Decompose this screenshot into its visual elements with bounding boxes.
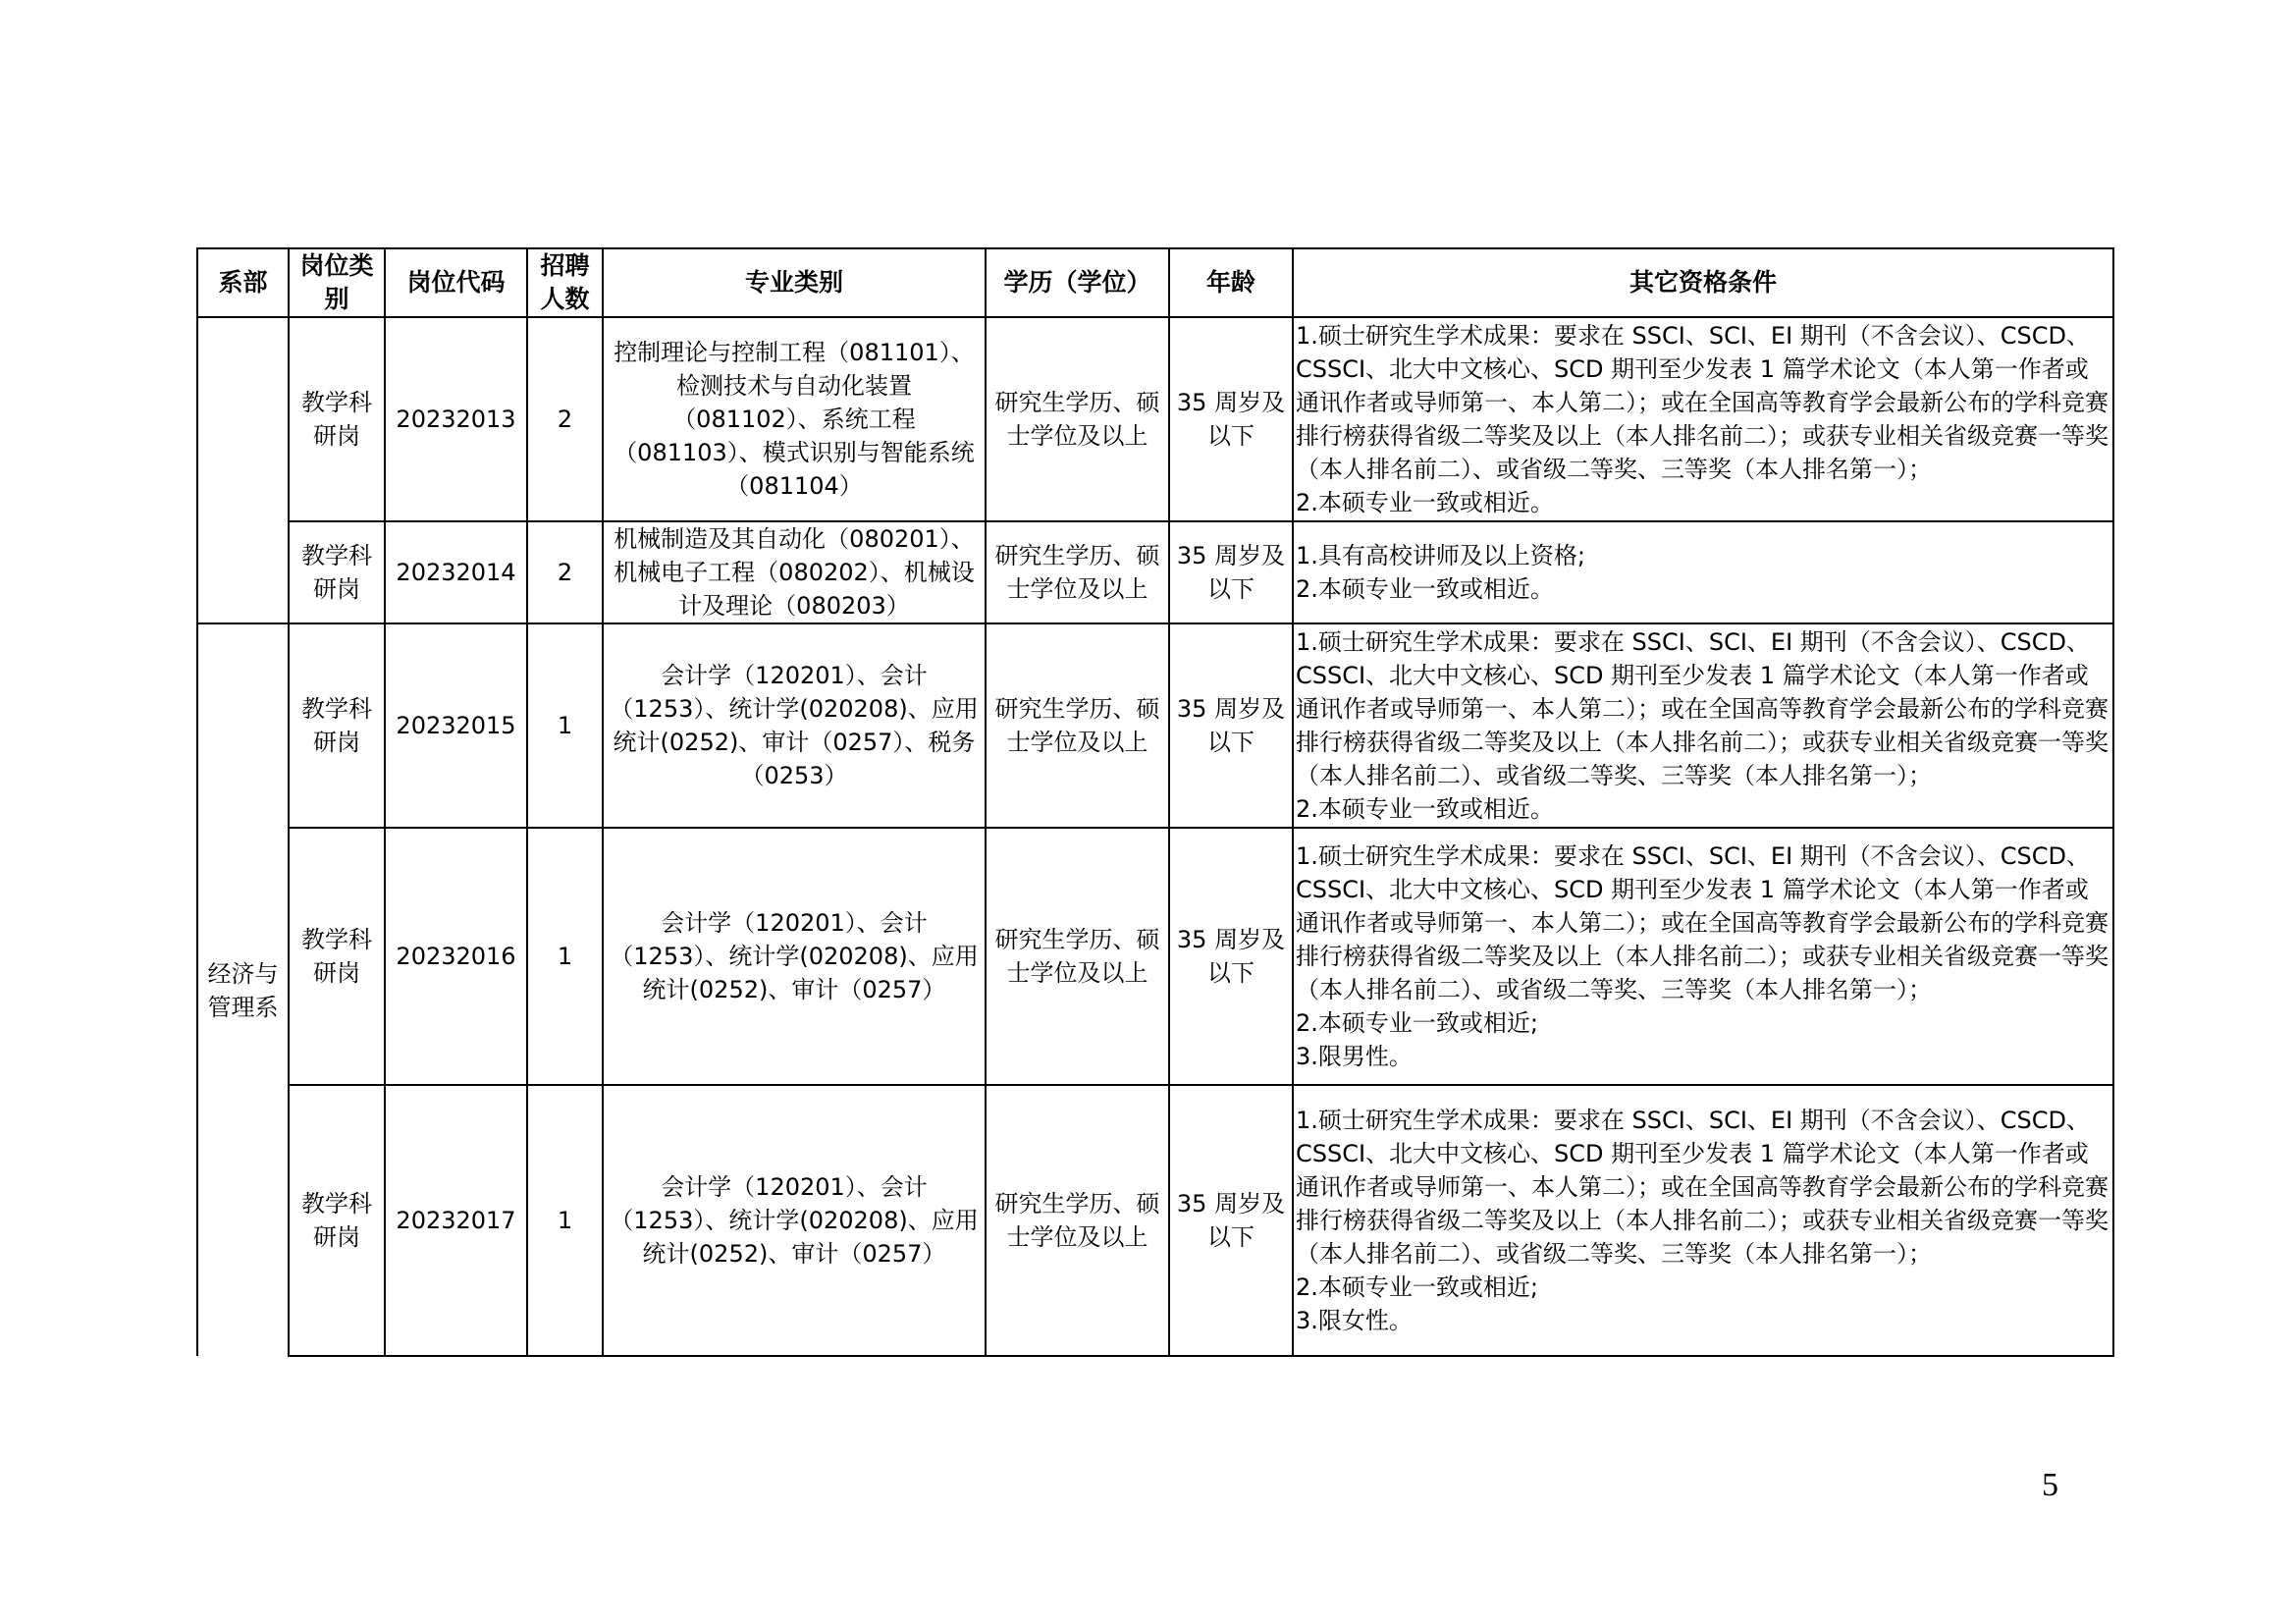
headcount-cell: 1 xyxy=(527,623,603,828)
conditions-cell: 1.硕士研究生学术成果：要求在 SSCI、SCI、EI 期刊（不含会议）、CSCD、CSSCI、北大中文核心、SCD 期刊至少发表 1 篇学术论文（本人第一作者或通讯作者或导师第一、本人第二）；或在全国高等教育学会最新公布的学科竞赛排行榜获得省级二等奖及以上（本人排名前二）；或获专业相关省级竞赛一等奖（本人排名前二）、或省级二等奖、三等奖（本人排名第一）； 2.本硕专业一致或相近; 3.限女性。 xyxy=(1293,1085,2113,1356)
education-cell: 研究生学历、硕士学位及以上 xyxy=(986,623,1169,828)
department-cell: 经济与管理系 xyxy=(197,623,289,1356)
header-major: 专业类别 xyxy=(603,248,986,317)
education-cell: 研究生学历、硕士学位及以上 xyxy=(986,828,1169,1085)
position-code-cell: 20232017 xyxy=(385,1085,527,1356)
header-department: 系部 xyxy=(197,248,289,317)
conditions-cell: 1.硕士研究生学术成果：要求在 SSCI、SCI、EI 期刊（不含会议）、CSCD、CSSCI、北大中文核心、SCD 期刊至少发表 1 篇学术论文（本人第一作者或通讯作者或导师第一、本人第二）；或在全国高等教育学会最新公布的学科竞赛排行榜获得省级二等奖及以上（本人排名前二）；或获专业相关省级竞赛一等奖（本人排名前二）、或省级二等奖、三等奖（本人排名第一）； 2.本硕专业一致或相近。 xyxy=(1293,317,2113,521)
age-cell: 35 周岁及以下 xyxy=(1169,828,1293,1085)
table-row xyxy=(197,623,2113,828)
header-position-category: 岗位类别 xyxy=(289,248,385,317)
education-cell: 研究生学历、硕士学位及以上 xyxy=(986,521,1169,623)
recruitment-table xyxy=(196,247,2114,1357)
headcount-cell: 1 xyxy=(527,828,603,1085)
position-category-cell: 教学科研岗 xyxy=(289,828,385,1085)
header-headcount: 招聘人数 xyxy=(527,248,603,317)
headcount-cell: 2 xyxy=(527,317,603,521)
position-code-cell: 20232015 xyxy=(385,623,527,828)
position-category-cell: 教学科研岗 xyxy=(289,1085,385,1356)
age-cell: 35 周岁及以下 xyxy=(1169,521,1293,623)
header-age: 年龄 xyxy=(1169,248,1293,317)
table-row xyxy=(197,521,2113,623)
position-category-cell: 教学科研岗 xyxy=(289,521,385,623)
page-number: 5 xyxy=(2042,1467,2058,1503)
education-cell: 研究生学历、硕士学位及以上 xyxy=(986,317,1169,521)
major-cell: 会计学（120201）、会计（1253）、统计学(020208)、应用统计(0252)、审计（0257） xyxy=(603,1085,986,1356)
age-cell: 35 周岁及以下 xyxy=(1169,1085,1293,1356)
header-other-conditions: 其它资格条件 xyxy=(1293,248,2113,317)
position-code-cell: 20232014 xyxy=(385,521,527,623)
header-position-code: 岗位代码 xyxy=(385,248,527,317)
table-row xyxy=(197,1085,2113,1356)
position-code-cell: 20232016 xyxy=(385,828,527,1085)
age-cell: 35 周岁及以下 xyxy=(1169,317,1293,521)
position-category-cell: 教学科研岗 xyxy=(289,317,385,521)
table-row xyxy=(197,317,2113,521)
headcount-cell: 1 xyxy=(527,1085,603,1356)
table-row xyxy=(197,828,2113,1085)
conditions-cell: 1.具有高校讲师及以上资格; 2.本硕专业一致或相近。 xyxy=(1293,521,2113,623)
table-header-row xyxy=(197,248,2113,317)
conditions-cell: 1.硕士研究生学术成果：要求在 SSCI、SCI、EI 期刊（不含会议）、CSCD、CSSCI、北大中文核心、SCD 期刊至少发表 1 篇学术论文（本人第一作者或通讯作者或导师第一、本人第二）；或在全国高等教育学会最新公布的学科竞赛排行榜获得省级二等奖及以上（本人排名前二）；或获专业相关省级竞赛一等奖（本人排名前二）、或省级二等奖、三等奖（本人排名第一）； 2.本硕专业一致或相近; 3.限男性。 xyxy=(1293,828,2113,1085)
department-cell xyxy=(197,317,289,623)
major-cell: 机械制造及其自动化（080201）、机械电子工程（080202）、机械设计及理论（080203） xyxy=(603,521,986,623)
position-category-cell: 教学科研岗 xyxy=(289,623,385,828)
age-cell: 35 周岁及以下 xyxy=(1169,623,1293,828)
major-cell: 会计学（120201）、会计（1253）、统计学(020208)、应用统计(0252)、审计（0257） xyxy=(603,828,986,1085)
headcount-cell: 2 xyxy=(527,521,603,623)
education-cell: 研究生学历、硕士学位及以上 xyxy=(986,1085,1169,1356)
header-education: 学历（学位） xyxy=(986,248,1169,317)
position-code-cell: 20232013 xyxy=(385,317,527,521)
major-cell: 控制理论与控制工程（081101）、检测技术与自动化装置（081102）、系统工程（081103）、模式识别与智能系统（081104） xyxy=(603,317,986,521)
major-cell: 会计学（120201）、会计（1253）、统计学(020208)、应用统计(0252)、审计（0257）、税务（0253） xyxy=(603,623,986,828)
conditions-cell: 1.硕士研究生学术成果：要求在 SSCI、SCI、EI 期刊（不含会议）、CSCD、CSSCI、北大中文核心、SCD 期刊至少发表 1 篇学术论文（本人第一作者或通讯作者或导师第一、本人第二）；或在全国高等教育学会最新公布的学科竞赛排行榜获得省级二等奖及以上（本人排名前二）；或获专业相关省级竞赛一等奖（本人排名前二）、或省级二等奖、三等奖（本人排名第一）； 2.本硕专业一致或相近。 xyxy=(1293,623,2113,828)
